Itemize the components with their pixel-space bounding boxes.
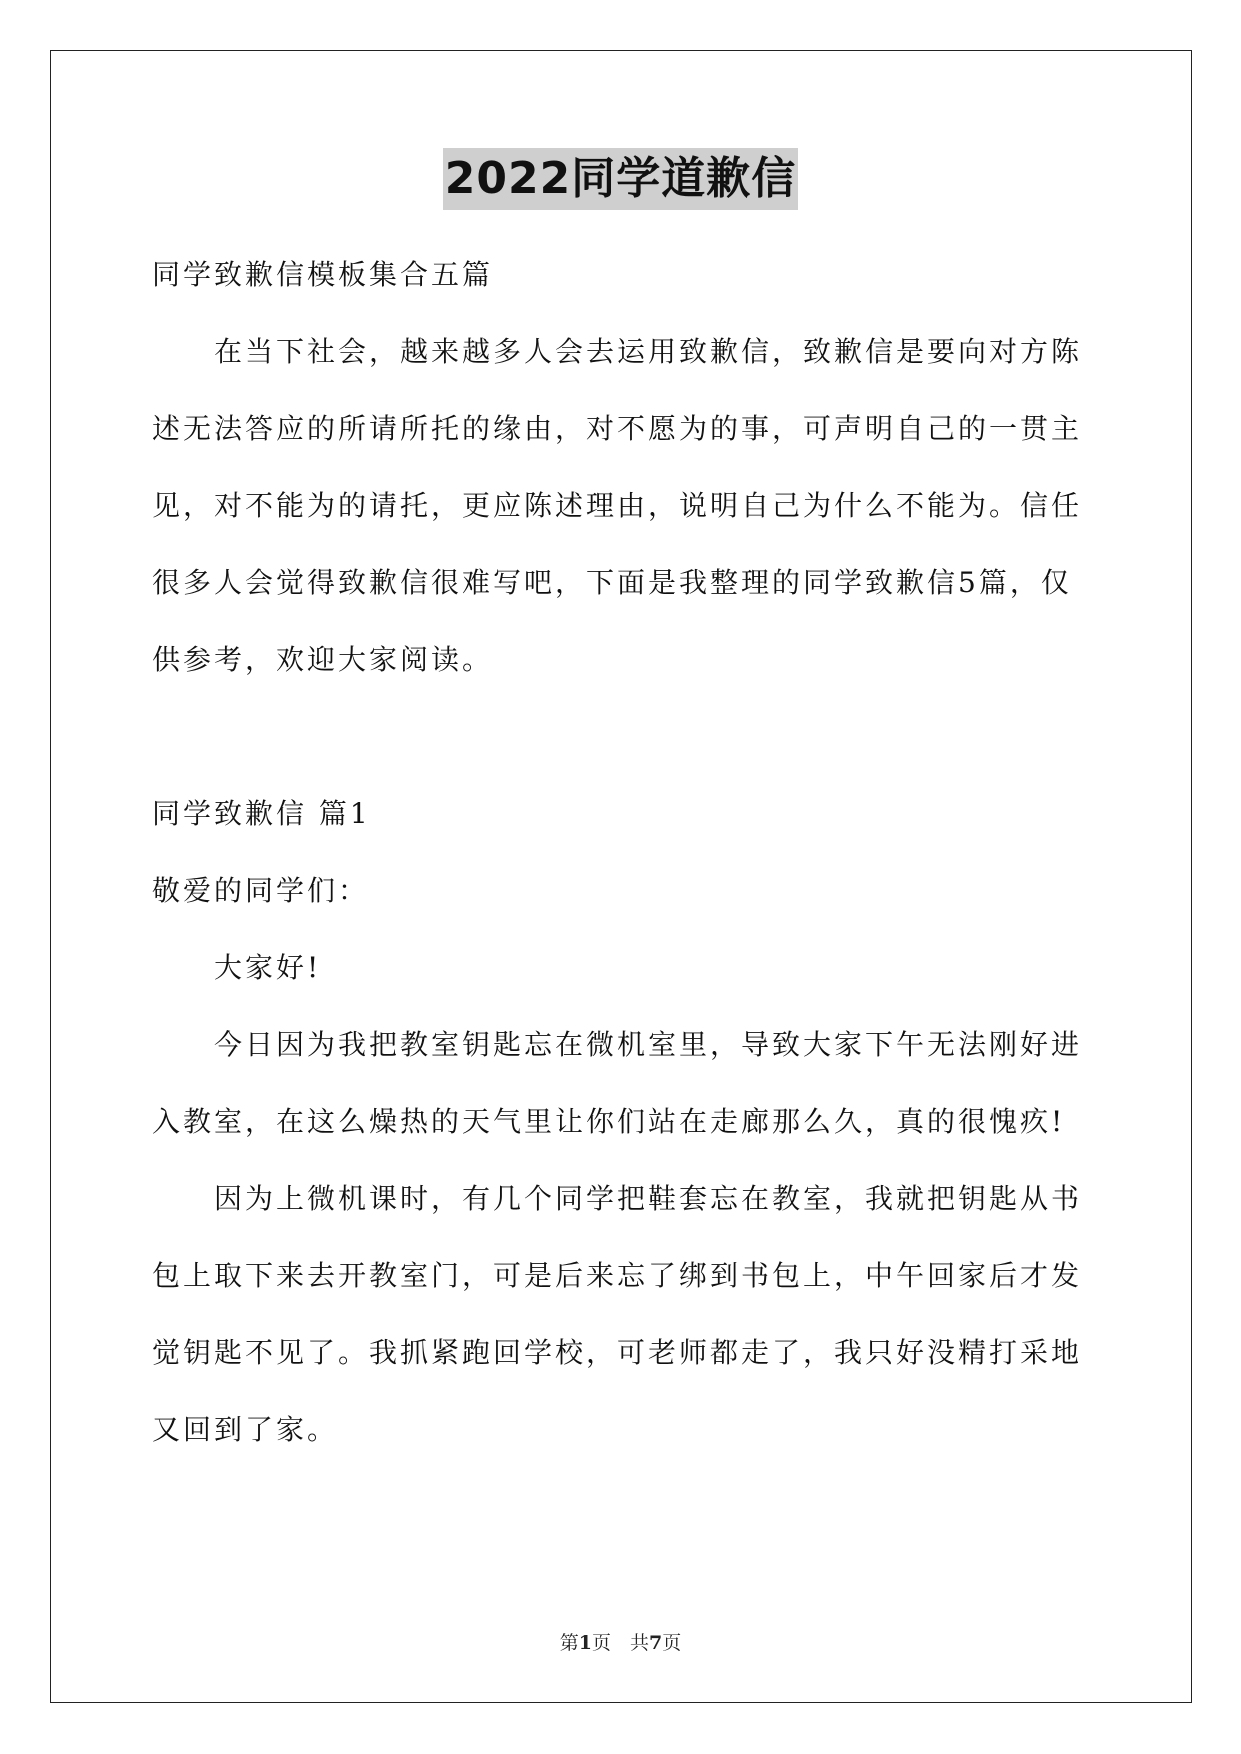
footer-total-pages: 7 [649,1632,663,1654]
body-paragraph-1: 今日因为我把教室钥匙忘在微机室里，导致大家下午无法刚好进入教室，在这么燥热的天气里让你们站在走廊那么久，真的很愧疚! [152,1028,1083,1138]
body-paragraph-2: 因为上微机课时，有几个同学把鞋套忘在教室，我就把钥匙从书包上取下来去开教室门，可是后来忘了绑到书包上，中午回家后才发觉钥匙不见了。我抓紧跑回学校，可老师都走了，我只好没精打采地又回到了家。 [152,1182,1083,1446]
footer-suffix: 页 [662,1632,682,1654]
spacer [152,698,1092,775]
salutation: 敬爱的同学们： [152,874,370,907]
footer-prefix: 第 [559,1632,579,1654]
footer-current-page: 1 [578,1632,592,1654]
page-title: 2022同学道歉信 [443,148,798,210]
title-wrap [0,148,1241,210]
intro-paragraph: 在当下社会，越来越多人会去运用致歉信，致歉信是要向对方陈述无法答应的所请所托的缘由，对不愿为的事，可声明自己的一贯主见，对不能为的请托，更应陈述理由，说明自己为什么不能为。信任很多人会觉得致歉信很难写吧，下面是我整理的同学致歉信5篇，仅供参考，欢迎大家阅读。 [152,335,1083,676]
subtitle: 同学致歉信模板集合五篇 [152,258,494,291]
page-footer [0,1628,1241,1655]
section-heading: 同学致歉信 篇1 [152,797,371,830]
footer-mid: 页 共 [591,1632,649,1654]
document-body [152,236,1092,1468]
greeting: 大家好! [214,951,322,984]
